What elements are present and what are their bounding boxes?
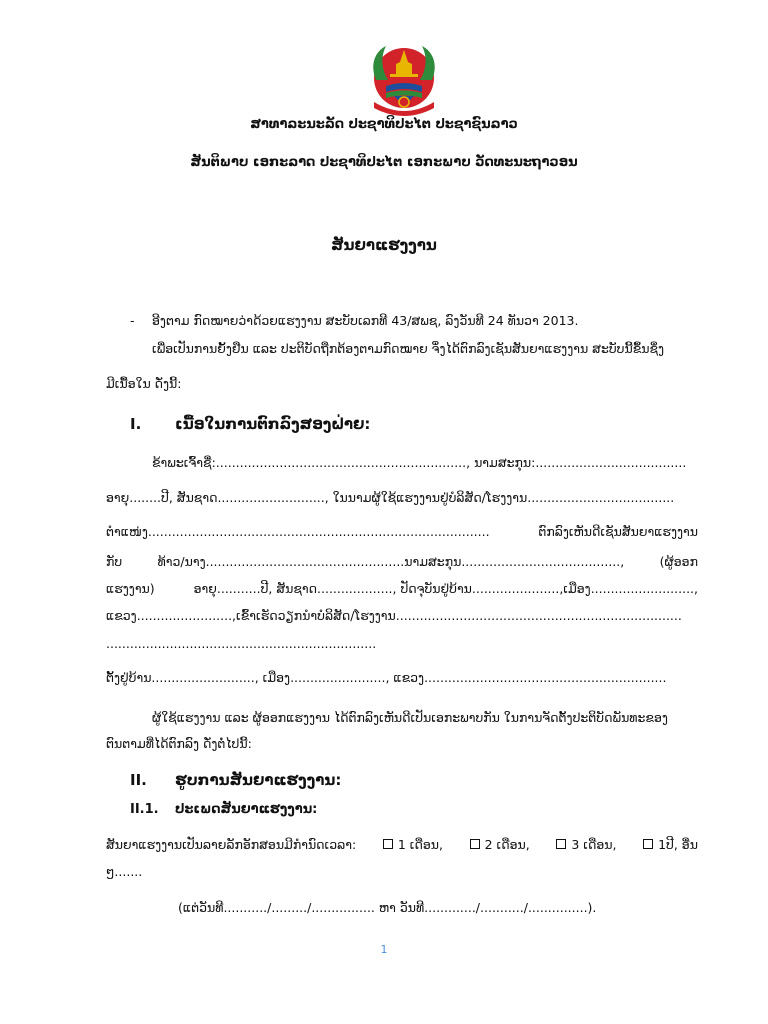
location-line: ຕັ້ງຢູ່ບ້ານ.........................., ເມືອງ........................, ແຂວງ............................................................. [106, 670, 667, 685]
agreement-line-2: ຕົນຕາມທີ່ໄດ້ຕົກລົງ ດັ່ງຕໍ່ໄປນີ້: [106, 736, 252, 751]
national-motto: ສັນຕິພາບ ເອກະລາດ ປະຊາທິປະໄຕ ເອກະພາບ ວັດທະນະຖາວອນ [190, 155, 578, 170]
section-2-title: ຮູບການສັນຍາແຮງງານ: [175, 771, 342, 789]
option-2-months[interactable]: 2 ເດືອນ, [469, 837, 530, 852]
option-1-month[interactable]: 1 ເດືອນ, [382, 837, 443, 852]
employee-age-field: ອາຍຸ...........ປີ, ສັນຊາດ..................., ປັດຈຸບັນຢູ່ບ້ານ......................,ເມືອງ.........................., [193, 581, 698, 596]
document-title: ສັນຍາແຮງງານ [331, 236, 437, 254]
position-field: ຕໍາແໜ່ງ...................................................................................... [106, 524, 490, 539]
contract-type-intro: ສັນຍາແຮງງານເປັນລາຍລັກອັກສອນມີກໍານົດເວລາ: [106, 837, 357, 852]
with-text: ກັບ [106, 554, 123, 569]
section-2-1-title: ປະເພດສັນຍາແຮງງານ: [175, 802, 318, 817]
position-line [106, 524, 698, 539]
employee-label-start: (ຜູ້ອອກ [659, 554, 698, 569]
checkbox-icon[interactable] [383, 839, 393, 849]
option-1-year-other[interactable]: 1ປີ, ອື່ນ [642, 837, 698, 852]
employer-age-line: ອາຍຸ........ປີ, ສັນຊາດ..........................., ໃນນາມຜູ້ໃຊ້ແຮງງານຢູ່ບໍລິສັດ/ໂຮງງານ..................................... [106, 490, 675, 505]
page-number: 1 [380, 943, 388, 956]
country-name: ສາທາລະນະລັດ ປະຊາທິປະໄຕ ປະຊາຊົນລາວ [250, 117, 518, 132]
option-3-months[interactable]: 3 ເດືອນ, [555, 837, 616, 852]
section-2-number: II. [130, 771, 147, 789]
agreement-line-1: ຜູ້ໃຊ້ແຮງງານ ແລະ ຜູ້ອອກແຮງງານ ໄດ້ຕົກລົງເຫັນດີເປັນເອກະພາບກັນ ໃນການຈັດຕັ້ງປະຕິບັດພັນທະຂອງ [152, 710, 668, 725]
checkbox-icon[interactable] [556, 839, 566, 849]
checkbox-icon[interactable] [470, 839, 480, 849]
contract-type-continued: ໆ....... [106, 864, 143, 879]
section-1-title: ເນື້ອໃນການຕົກລົງສອງຝ່າຍ: [175, 415, 371, 433]
employer-name-line: ຂ້າພະເຈົ້າຊື່:..............................................................., ນາມສະກຸນ:...................................... [152, 455, 687, 470]
employee-name-field: ທ້າວ/ນາງ..................................................ນາມສະກຸນ........................................, [157, 554, 625, 569]
company-continued-line: .................................................................... [106, 636, 377, 651]
checkbox-icon[interactable] [643, 839, 653, 849]
preamble-line-2: ເພື່ອເປັນການຍັ້ງຢືນ ແລະ ປະຕິບັດຖືກຕ້ອງຕາມກົດໝາຍ ຈຶ່ງໄດ້ຕົກລົງເຊັນສັນຍາແຮງງານ ສະບັບນີ້ຂຶ້ນຊຶ່ງ [152, 341, 665, 356]
section-2-1-number: II.1. [130, 802, 159, 817]
lao-emblem [364, 40, 444, 118]
company-line: ແຂວງ........................,ເຂົ້າເຮັດວຽກນໍາບໍລິສັດ/ໂຮງງານ........................................................................ [106, 608, 682, 623]
employee-label-end: ແຮງງານ) [106, 581, 155, 596]
section-1-number: I. [130, 415, 142, 433]
employee-age-line [106, 581, 698, 596]
preamble-bullet: - [130, 313, 135, 328]
agree-text: ຕົກລົງເຫັນດີເຊັນສັນຍາແຮງງານ [538, 524, 698, 539]
employee-name-line [106, 554, 698, 569]
preamble-line-1: ອີງຕາມ ກົດໝາຍວ່າດ້ວຍແຮງງານ ສະບັບເລກທີ 43/ສພຊ, ລົງວັນທີ 24 ທັນວາ 2013. [152, 313, 579, 328]
preamble-line-3: ມີເນື້ອໃນ ດັ່ງນີ້: [106, 376, 182, 391]
contract-period-line: (ແຕ່ວັນທີ.........../........./................ ຫາ ວັນທີ............./.........../...............). [178, 900, 597, 915]
contract-type-line [106, 837, 698, 852]
